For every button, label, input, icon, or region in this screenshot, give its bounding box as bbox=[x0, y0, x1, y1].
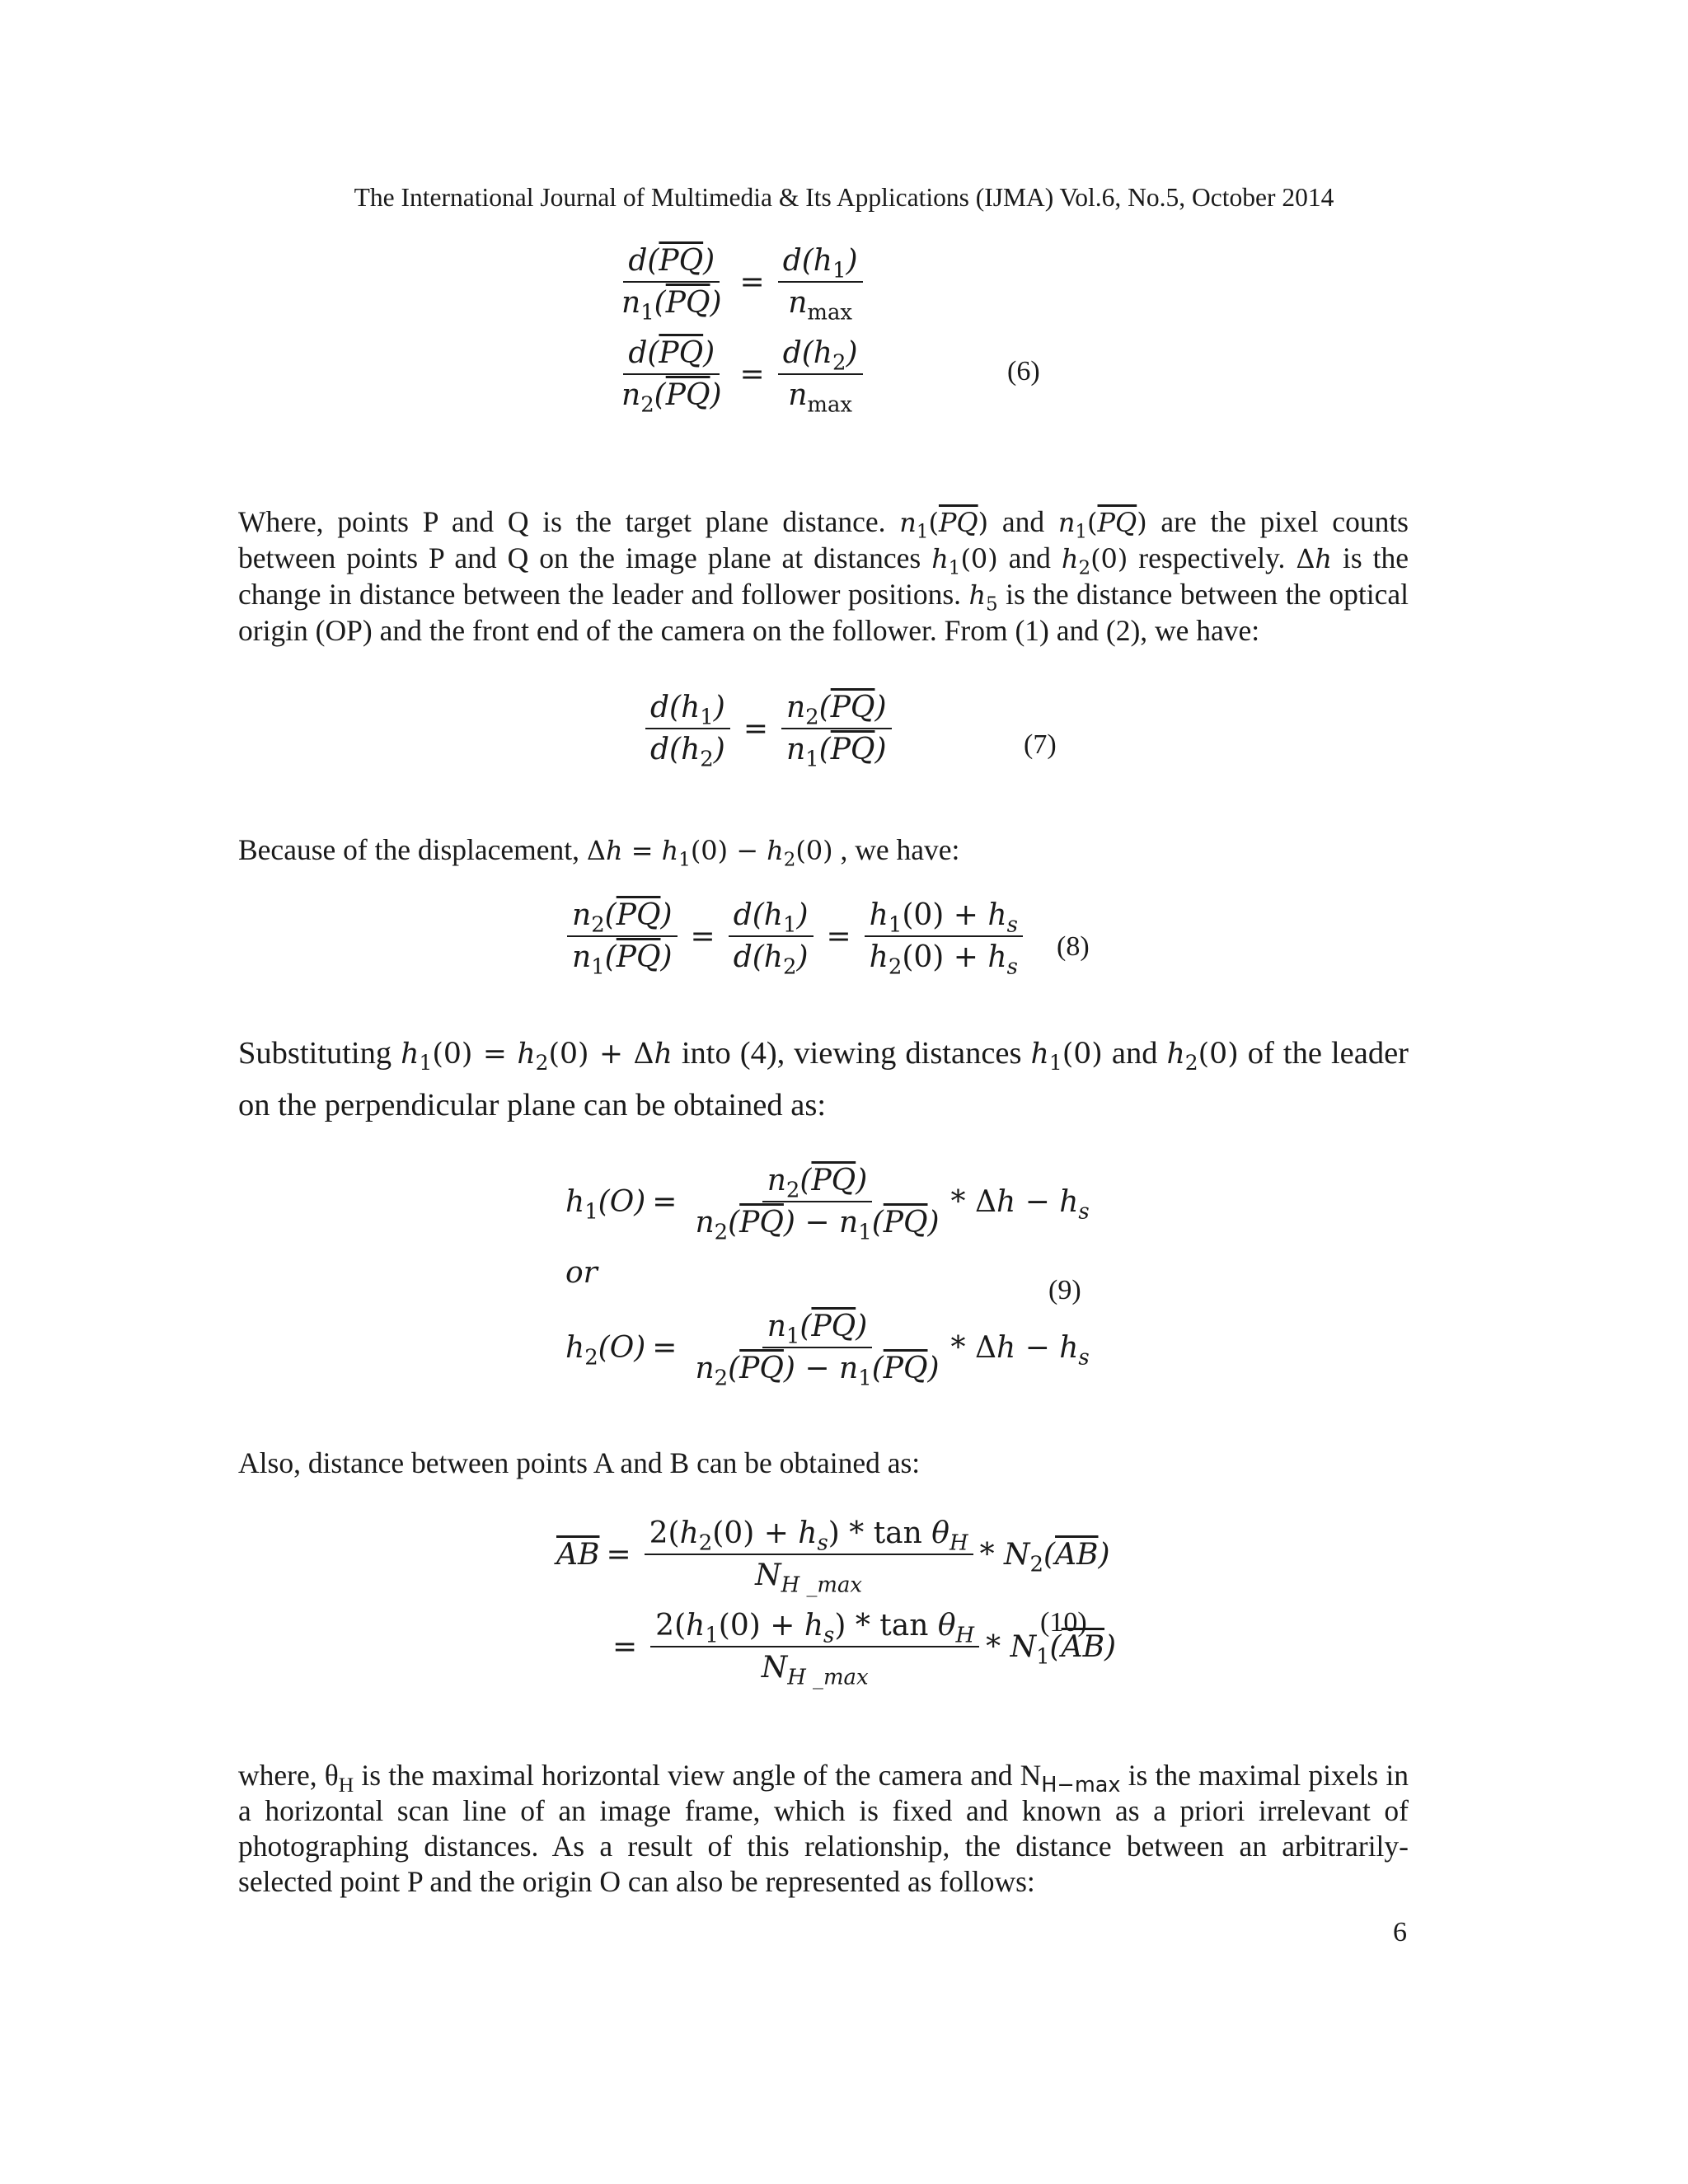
equation-9-number: (9) bbox=[1048, 1275, 1081, 1305]
paragraph-5-text-3: is the maximal pixels in a horizontal scan line of an image frame, which is fixed and known as a priori irrelevant of photographing distances. As a result of this relationship, the distance between an arbitrarily-selected point P and the origin O can also be represented as follows: bbox=[238, 1759, 1409, 1898]
paragraph-1-text-1: Where, points P and Q is the target plane distance. bbox=[238, 505, 900, 538]
paragraph-1-text-7: is the distance between the optical origin (OP) and the front end of the camera on the follower. From (1) and (2), we have: bbox=[238, 578, 1409, 647]
equation-9-or: or bbox=[565, 1256, 598, 1290]
equation-7: $\frac{d(h_1)}{d(h_2)}$ = $\frac{n_2(\overline{PQ})}{n_1(\overline{PQ})}$ bbox=[639, 691, 898, 783]
equation-10: $\overline{AB}$ = $\frac{2(h_2(0) + h_s) * \tan \theta_H}{N_{H \_max}}$ * $N_2(\overline{AB})$ = $\frac{2(h_1(0) + h_s) * \tan \theta_H}{N_{H \_max}}$ * $N_1(\overline{AB})$ bbox=[556, 1516, 1117, 1690]
paragraph-1: Where, points P and Q is the target plane distance. $n_1(\overline{PQ})$ and $n_1(\overline{PQ})$ are the pixel counts between points P and Q on the image plane at distances $h_1(0)$ and $h_2(0)$ respectively. Δh is the change in distance between the leader and follower positions. $h_5$ is the distance between the optical origin (OP) and the front end of the camera on the follower. From (1) and (2), we have: bbox=[238, 505, 1409, 647]
paragraph-1-text-3: are the pixel counts between points P and Q on the image plane at distances bbox=[238, 505, 1409, 574]
paragraph-4: Also, distance between points A and B can be obtained as: bbox=[238, 1446, 921, 1479]
paragraph-2-text-1: Because of the displacement, bbox=[238, 833, 587, 866]
paragraph-5-text-2: is the maximal horizontal view angle of the camera and bbox=[354, 1759, 1020, 1792]
paragraph-3-text-4: of the leader on the perpendicular plane can be obtained as: bbox=[238, 1036, 1409, 1122]
equation-8: $\frac{n_2(\overline{PQ})}{n_1(\overline{PQ})}$ = $\frac{d(h_1)}{d(h_2)}$ = $\frac{h_1(0) + h_s}{h_2(0) + h_s}$ bbox=[560, 898, 1029, 991]
equation-7-number: (7) bbox=[1024, 729, 1057, 760]
paragraph-3-text-2: into (4), viewing distances bbox=[672, 1036, 1031, 1071]
paragraph-2-text-2: , we have: bbox=[832, 833, 960, 866]
paragraph-1-text-4: and bbox=[997, 541, 1062, 574]
paragraph-3-text-3: and bbox=[1102, 1036, 1167, 1071]
equation-6-number: (6) bbox=[1007, 356, 1040, 387]
equation-6: $\frac{d(\overline{PQ})}{n_1(\overline{PQ})}$ = $\frac{d(h_1)}{n_{max}}$ $\frac{d(\overline{PQ})}{n_2(\overline{PQ})}$ = $\frac{d(h_2)}{n_{max}}$ bbox=[610, 244, 870, 429]
equation-8-number: (8) bbox=[1057, 931, 1090, 962]
paragraph-2: Because of the displacement, $\Delta h = h_1(0) - h_2(0)$ , we have: bbox=[238, 833, 960, 871]
equation-10-number: (10) bbox=[1040, 1607, 1087, 1638]
paragraph-3: Substituting $h_1(0) = h_2(0) + \Delta h$ into (4), viewing distances $h_1(0)$ and $h_2(0)$ of the leader on the perpendicular plane can be obtained as: bbox=[238, 1036, 1409, 1122]
paragraph-1-text-5: respectively. bbox=[1128, 541, 1296, 574]
paragraph-1-text-2: and bbox=[988, 505, 1058, 538]
running-head: The International Journal of Multimedia & Its Applications (IJMA) Vol.6, No.5, October 2014 bbox=[354, 183, 1334, 212]
paragraph-5-text-1: where, bbox=[238, 1759, 325, 1792]
equation-9: $h_1(O)$ = $\frac{n_2(\overline{PQ})}{n_2(\overline{PQ}) - n_1(\overline{PQ})}$ * $\Delta h - h_s$ or $h_2(O)$ = $\frac{n_1(\overline{PQ})}{n_2(\overline{PQ}) - n_1(\overline{PQ})}$ * $\Delta h - h_s$ bbox=[565, 1164, 1090, 1391]
paragraph-5: where, $\theta_H$ is the maximal horizontal view angle of the camera and $N_{H-max}$ is the maximal pixels in a horizontal scan line of an image frame, which is fixed and known as a priori irrelevant of photographing distances. As a result of this relationship, the distance between an arbitrarily-selected point P and the origin O can also be represented as follows: bbox=[238, 1759, 1409, 1898]
paragraph-3-text-1: Substituting bbox=[238, 1036, 401, 1071]
page-number: 6 bbox=[1393, 1917, 1407, 1947]
paragraph-1-text-6: is the change in distance between the leader and follower positions. bbox=[238, 541, 1409, 611]
